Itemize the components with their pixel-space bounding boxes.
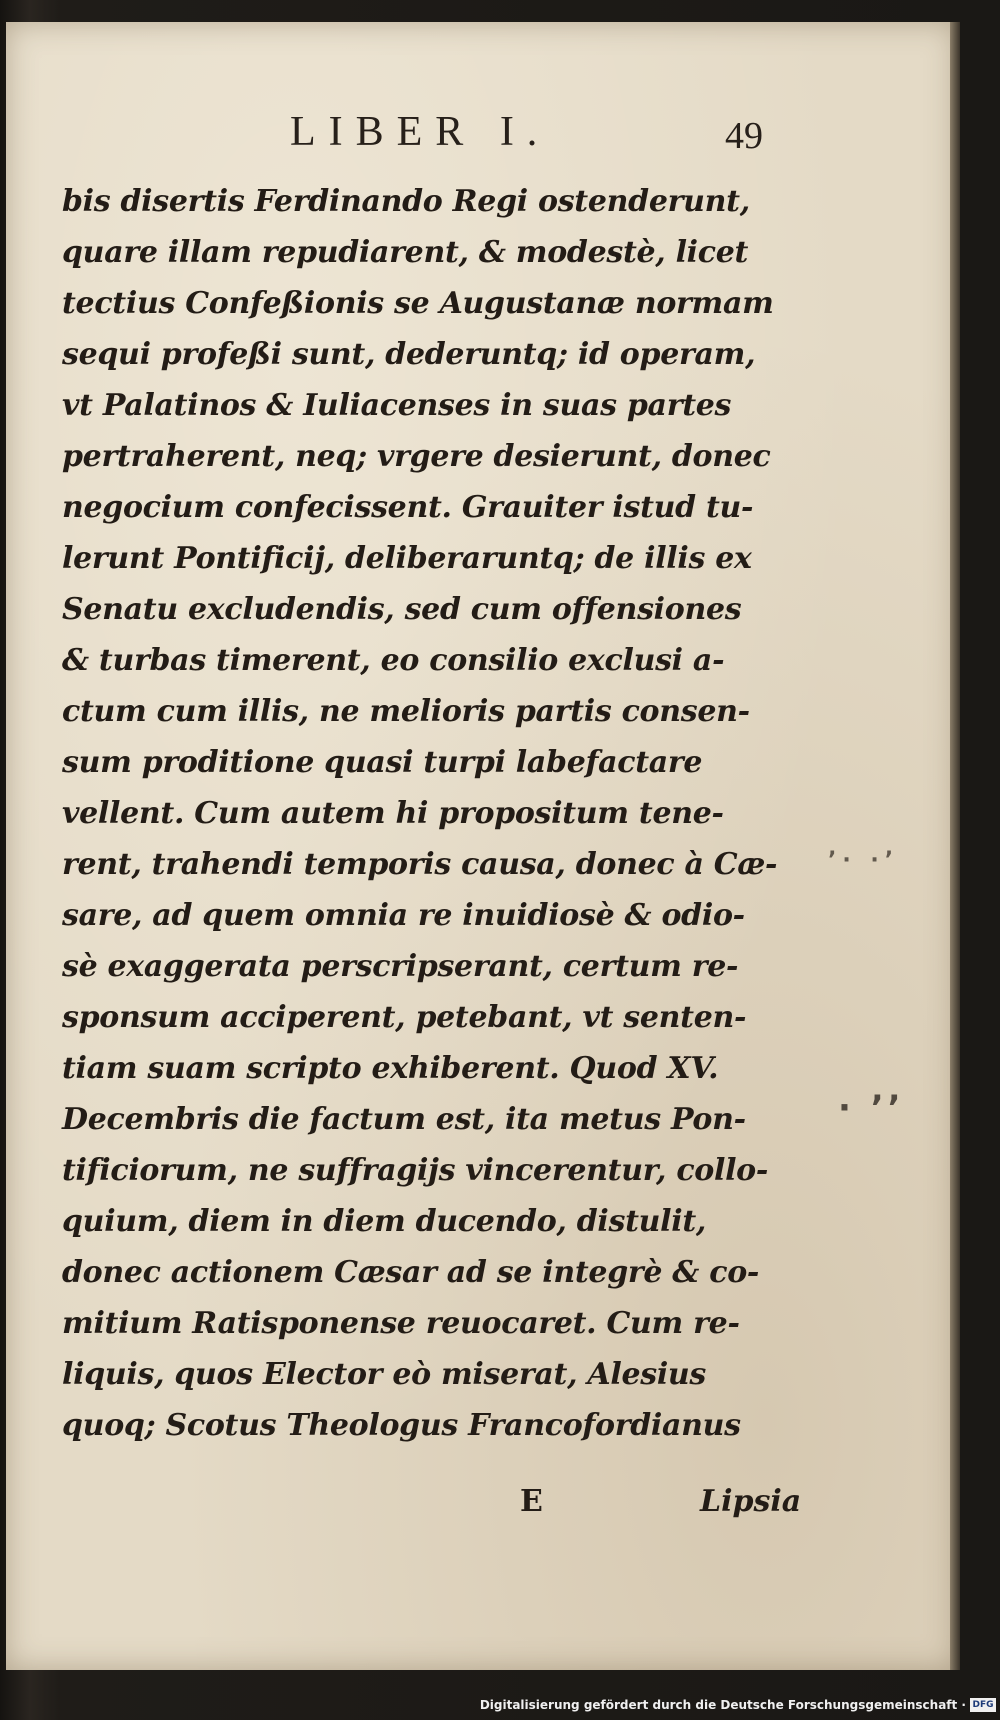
text-line: mitium Ratisponense reuocaret. Cum re- xyxy=(62,1306,740,1341)
catchword: Lipsia xyxy=(700,1484,802,1519)
body-text xyxy=(62,176,822,1451)
text-line: quoq; Scotus Theologus Francofordianus xyxy=(62,1408,741,1443)
page-edge xyxy=(950,22,960,1670)
page-number: 49 xyxy=(725,115,763,157)
page-header xyxy=(60,108,820,168)
text-line: pertraherent, neq; vrgere desierunt, donec xyxy=(62,439,771,474)
text-line: tiam suam scripto exhiberent. Quod XV. xyxy=(62,1051,719,1086)
text-line: tificiorum, ne suffragijs vincerentur, collo- xyxy=(62,1153,769,1188)
text-line: sare, ad quem omnia re inuidiosè & odio- xyxy=(62,898,745,933)
text-line: Senatu excludendis, sed cum offensiones xyxy=(62,592,742,627)
text-line: Decembris die factum est, ita metus Pon- xyxy=(62,1102,746,1137)
text-line: sè exaggerata perscripserant, certum re- xyxy=(62,949,739,984)
text-line: vellent. Cum autem hi propositum tene- xyxy=(62,796,724,831)
text-line: lerunt Pontificij, deliberaruntq; de illis ex xyxy=(62,541,752,576)
text-line: sequi profeßi sunt, dederuntq; id operam, xyxy=(62,337,756,372)
text-line: & turbas timerent, eo consilio exclusi a- xyxy=(62,643,725,678)
catch-line xyxy=(0,1484,1000,1534)
text-line: vt Palatinos & Iuliacenses in suas partes xyxy=(62,388,732,423)
signature-mark: E xyxy=(520,1484,543,1519)
running-head: LIBER I. xyxy=(290,109,551,155)
text-line: bis disertis Ferdinando Regi ostenderunt, xyxy=(62,184,750,219)
text-line: rent, trahendi temporis causa, donec à Cæ- xyxy=(62,847,778,882)
text-line: liquis, quos Elector eò miserat, Alesius xyxy=(62,1357,707,1392)
text-line: tectius Confeßionis se Augustanæ normam xyxy=(62,286,774,321)
text-line: donec actionem Cæsar ad se integrè & co- xyxy=(62,1255,760,1290)
text-line: quare illam repudiarent, & modestè, licet xyxy=(62,235,749,270)
margin-mark: ʼ· ·ʼ xyxy=(828,848,900,873)
text-line: sponsum acciperent, petebant, vt senten- xyxy=(62,1000,747,1035)
text-line: sum proditione quasi turpi labefactare xyxy=(62,745,703,780)
text-line: negocium confecissent. Grauiter istud tu- xyxy=(62,490,754,525)
text-line: ctum cum illis, ne melioris partis consen- xyxy=(62,694,750,729)
margin-mark: · ʼʼ xyxy=(838,1088,905,1128)
text-line: quium, diem in diem ducendo, distulit, xyxy=(62,1204,707,1239)
funding-credit: Digitalisierung gefördert durch die Deutsche Forschungsgemeinschaft · xyxy=(479,1698,966,1712)
dfg-logo: DFG xyxy=(970,1698,996,1712)
digitization-footer xyxy=(0,1696,1000,1720)
